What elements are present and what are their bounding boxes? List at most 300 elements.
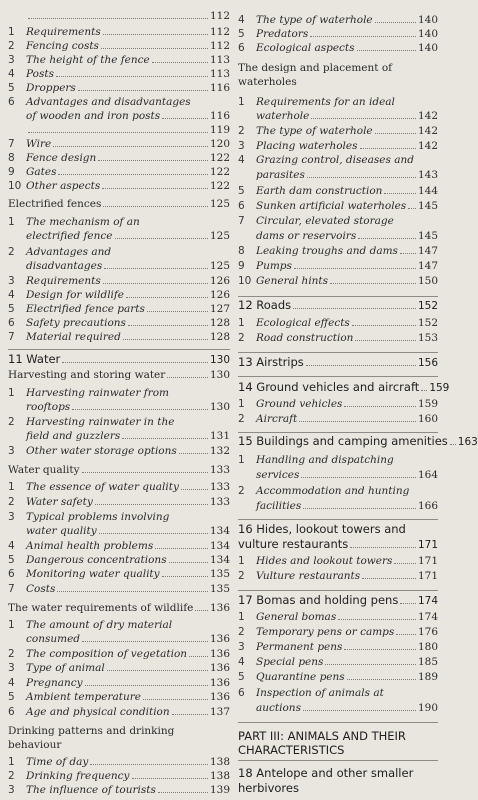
section-divider: [238, 760, 438, 761]
toc-entry: [8, 317, 230, 329]
dot-leader: [122, 438, 208, 439]
dot-leader: [311, 118, 416, 119]
toc-entry: [8, 401, 230, 413]
dot-leader: [338, 619, 416, 620]
toc-entry: [8, 568, 230, 580]
page-number: 136: [209, 691, 230, 703]
toc-entry: [8, 10, 230, 22]
entry-title: Typical problems involving: [26, 511, 170, 523]
page-number: 134: [209, 554, 230, 566]
entry-number: 5: [8, 82, 15, 94]
entry-title: Advantages and: [26, 246, 112, 258]
entry-title: The essence of water quality: [26, 481, 179, 493]
entry-number: 2: [238, 332, 245, 344]
toc-entry-line: [8, 387, 230, 399]
entry-title: disadvantages: [26, 260, 103, 272]
page-number: 133: [209, 464, 230, 476]
page-number: 116: [209, 110, 230, 122]
entry-number: 10: [8, 180, 22, 192]
dot-leader: [347, 679, 416, 680]
chapter-heading: [238, 298, 438, 312]
dot-leader: [169, 562, 208, 563]
dot-leader: [394, 563, 416, 564]
section-heading: [8, 602, 230, 614]
entry-title: Ground vehicles: [256, 398, 343, 410]
page-number: 125: [209, 230, 230, 242]
dot-leader: [358, 238, 416, 239]
entry-number: 2: [8, 496, 15, 508]
entry-number: 4: [238, 656, 245, 668]
entry-title: General bomas: [256, 611, 337, 623]
page-number: 130: [209, 401, 230, 413]
entry-title: Requirements: [26, 26, 101, 38]
entry-title: Predators: [256, 28, 309, 40]
entry-number: 1: [8, 26, 15, 38]
section-divider: [238, 296, 438, 297]
dot-leader: [344, 649, 416, 650]
page-number: 126: [209, 275, 230, 287]
entry-number: 1: [238, 398, 245, 410]
toc-entry: [238, 413, 438, 425]
dot-leader: [355, 340, 416, 341]
toc-entry: [238, 570, 438, 582]
entry-title: Ecological effects: [256, 317, 350, 329]
dot-leader: [294, 268, 416, 269]
toc-entry: [8, 230, 230, 242]
chapter-heading: [238, 593, 438, 607]
toc-entry: [238, 702, 438, 714]
toc-entry: [8, 525, 230, 537]
toc-entry: [8, 124, 230, 136]
toc-entry: [8, 40, 230, 52]
chapter-title: 14 Ground vehicles and aircraft: [238, 380, 420, 394]
chapter-heading: [238, 537, 438, 551]
entry-number: 10: [238, 275, 252, 287]
entry-number: 5: [8, 554, 15, 566]
section-divider: [238, 722, 438, 723]
entry-title: General hints: [256, 275, 329, 287]
dot-leader: [95, 504, 208, 505]
dot-leader: [72, 409, 208, 410]
toc-entry: [238, 169, 438, 181]
toc-entry: [238, 200, 438, 212]
section-heading: [238, 62, 438, 74]
toc-entry: [238, 125, 438, 137]
page-number: 136: [209, 602, 230, 614]
entry-title: Monitoring water quality: [26, 568, 160, 580]
page-number: 189: [417, 671, 438, 683]
dot-leader: [181, 489, 208, 490]
toc-entry: [238, 469, 438, 481]
entry-title: Handling and dispatching: [256, 454, 394, 466]
dot-leader: [195, 610, 208, 611]
entry-number: 6: [8, 317, 15, 329]
section-heading: [8, 725, 230, 737]
chapter-title: vulture restaurants: [238, 537, 349, 551]
dot-leader: [310, 36, 416, 37]
section-title: Drinking patterns and drinking: [8, 725, 175, 737]
page-number: 112: [209, 40, 230, 52]
section-title: Electrified fences: [8, 198, 102, 210]
page-number: 116: [209, 82, 230, 94]
toc-entry: [8, 260, 230, 272]
dot-leader: [384, 193, 416, 194]
entry-number: 3: [8, 784, 15, 796]
dot-leader: [85, 685, 208, 686]
entry-title: Harvesting rainwater in the: [26, 416, 175, 428]
toc-entry: [8, 331, 230, 343]
entry-title: Ecological aspects: [256, 42, 355, 54]
entry-number: 2: [238, 626, 245, 638]
entry-title: Inspection of animals at: [256, 687, 384, 699]
toc-entry: [8, 633, 230, 645]
entry-number: 1: [238, 96, 245, 108]
entry-number: 2: [238, 125, 245, 137]
entry-number: 6: [238, 200, 245, 212]
entry-title: Placing waterholes: [256, 140, 358, 152]
chapter-heading: [238, 434, 478, 448]
entry-title: auctions: [256, 702, 301, 714]
entry-title: Aircraft: [256, 413, 298, 425]
toc-entry: [8, 152, 230, 164]
toc-entry: [238, 611, 438, 623]
entry-title: field and guzzlers: [26, 430, 121, 442]
toc-entry: [8, 583, 230, 595]
entry-number: 2: [8, 648, 15, 660]
toc-entry: [8, 289, 230, 301]
entry-number: 3: [8, 511, 15, 523]
toc-entry: [8, 496, 230, 508]
dot-leader: [103, 283, 208, 284]
entry-number: 1: [238, 611, 245, 623]
dot-leader: [98, 160, 208, 161]
chapter-title: 18 Antelope and other smaller: [238, 766, 414, 780]
entry-number: 4: [8, 677, 15, 689]
toc-entry: [8, 677, 230, 689]
page-number: 140: [417, 14, 438, 26]
entry-number: 3: [238, 641, 245, 653]
entry-title: Droppers: [26, 82, 76, 94]
entry-title: The type of waterhole: [256, 14, 373, 26]
dot-leader: [400, 253, 416, 254]
dot-leader: [408, 208, 416, 209]
dot-leader: [162, 118, 208, 119]
page-number: 130: [209, 354, 230, 366]
toc-entry-line: [238, 485, 438, 497]
section-heading: [8, 198, 230, 210]
entry-number: 2: [8, 246, 15, 258]
page-number: 122: [209, 166, 230, 178]
entry-title: Circular, elevated storage: [256, 215, 394, 227]
dot-leader: [99, 533, 208, 534]
dot-leader: [57, 591, 208, 592]
section-heading: [8, 464, 230, 476]
entry-number: 3: [8, 662, 15, 674]
entry-number: 2: [238, 413, 245, 425]
page-number: 166: [417, 500, 438, 512]
dot-leader: [78, 90, 208, 91]
entry-number: 1: [8, 481, 15, 493]
page-number: 142: [417, 110, 438, 122]
page-number: 176: [417, 626, 438, 638]
toc-entry: [238, 110, 438, 122]
entry-title: Type of animal: [26, 662, 105, 674]
page-number: 136: [209, 633, 230, 645]
section-divider: [8, 349, 230, 350]
page-number: 137: [209, 706, 230, 718]
toc-entry: [8, 180, 230, 192]
page-number: 126: [209, 289, 230, 301]
page-number: 136: [209, 677, 230, 689]
dot-leader: [82, 472, 208, 473]
entry-title: water quality: [26, 525, 97, 537]
toc-entry-line: [8, 511, 230, 523]
dot-leader: [155, 548, 208, 549]
page-number: 128: [209, 331, 230, 343]
page-number: 171: [417, 555, 438, 567]
entry-title: Dangerous concentrations: [26, 554, 167, 566]
entry-title: The type of waterhole: [256, 125, 373, 137]
dot-leader: [362, 578, 416, 579]
page-number: 133: [209, 496, 230, 508]
entry-title: Advantages and disadvantages: [26, 96, 191, 108]
toc-entry: [8, 756, 230, 768]
entry-number: 1: [238, 555, 245, 567]
toc-entry: [238, 14, 438, 26]
toc-entry: [8, 706, 230, 718]
entry-title: Pumps: [256, 260, 292, 272]
dot-leader: [301, 477, 416, 478]
section-title: The water requirements of wildlife: [8, 602, 194, 614]
dot-leader: [126, 297, 208, 298]
toc-entry: [8, 82, 230, 94]
dot-leader: [115, 238, 208, 239]
entry-title: Fence design: [26, 152, 97, 164]
dot-leader: [104, 268, 208, 269]
dot-leader: [28, 132, 208, 133]
page-number: 156: [417, 357, 438, 369]
page-number: 125: [209, 198, 230, 210]
section-heading: [8, 739, 230, 751]
dot-leader: [101, 48, 208, 49]
entry-title: Wire: [26, 138, 52, 150]
page-number: 152: [417, 300, 438, 312]
dot-leader: [102, 188, 208, 189]
dot-leader: [375, 133, 416, 134]
entry-number: 7: [8, 583, 15, 595]
entry-title: consumed: [26, 633, 81, 645]
toc-entry: [8, 662, 230, 674]
entry-title: rooftops: [26, 401, 71, 413]
page-number: 145: [417, 230, 438, 242]
page-number: 142: [417, 140, 438, 152]
chapter-heading: [238, 522, 438, 536]
chapter-title: 17 Bomas and holding pens: [238, 593, 399, 607]
dot-leader: [360, 148, 416, 149]
entry-title: Special pens: [256, 656, 324, 668]
dot-leader: [421, 390, 427, 391]
page-number: 145: [417, 200, 438, 212]
entry-title: Posts: [26, 68, 54, 80]
dot-leader: [189, 656, 208, 657]
entry-title: Material required: [26, 331, 121, 343]
dot-leader: [172, 714, 208, 715]
page-number: 138: [209, 770, 230, 782]
page-number: 140: [417, 42, 438, 54]
entry-number: 6: [238, 687, 245, 699]
toc-entry: [8, 481, 230, 493]
entry-number: 5: [8, 691, 15, 703]
page-number: 136: [209, 648, 230, 660]
dot-leader: [352, 325, 416, 326]
chapter-heading: [238, 355, 438, 369]
entry-title: Road construction: [256, 332, 354, 344]
page-number: 171: [417, 570, 438, 582]
page-number: 142: [417, 125, 438, 137]
entry-title: Drinking frequency: [26, 770, 130, 782]
toc-entry: [238, 626, 438, 638]
toc-entry: [238, 140, 438, 152]
page-number: 113: [209, 54, 230, 66]
entry-number: 8: [238, 245, 245, 257]
toc-entry: [238, 555, 438, 567]
dot-leader: [90, 764, 208, 765]
toc-entry-line: [8, 246, 230, 258]
entry-title: Earth dam construction: [256, 185, 383, 197]
dot-leader: [167, 377, 208, 378]
entry-title: Sunken artificial waterholes: [256, 200, 407, 212]
dot-leader: [103, 34, 208, 35]
page-number: 185: [417, 656, 438, 668]
entry-title: services: [256, 469, 300, 481]
toc-entry: [238, 317, 438, 329]
entry-number: 2: [8, 40, 15, 52]
section-title: waterholes: [238, 76, 297, 88]
toc-entry-line: [238, 454, 438, 466]
entry-title: Permanent pens: [256, 641, 343, 653]
entry-title: Age and physical condition: [26, 706, 170, 718]
entry-number: 2: [8, 770, 15, 782]
page-number: 159: [429, 382, 450, 394]
page-number: 119: [209, 124, 230, 136]
page-number: 122: [209, 152, 230, 164]
page-number: 127: [209, 303, 230, 315]
section-heading: [238, 76, 438, 88]
entry-title: Vulture restaurants: [256, 570, 361, 582]
entry-title: Electrified fence parts: [26, 303, 145, 315]
page-number: 138: [209, 756, 230, 768]
entry-number: 6: [8, 568, 15, 580]
toc-entry: [238, 641, 438, 653]
page-number: 164: [417, 469, 438, 481]
toc-entry: [238, 185, 438, 197]
toc-entry: [238, 42, 438, 54]
dot-leader: [330, 283, 416, 284]
entry-number: 5: [238, 671, 245, 683]
entry-title: Ambient temperature: [26, 691, 141, 703]
toc-entry-line: [238, 215, 438, 227]
toc-entry: [238, 230, 438, 242]
page-number: 132: [209, 445, 230, 457]
dot-leader: [179, 453, 208, 454]
entry-number: 7: [8, 138, 15, 150]
dot-leader: [400, 603, 416, 604]
toc-entry: [8, 648, 230, 660]
page-number: 171: [417, 539, 438, 551]
page-number: 190: [417, 702, 438, 714]
entry-title: Other water storage options: [26, 445, 177, 457]
dot-leader: [357, 50, 416, 51]
page-number: 160: [417, 413, 438, 425]
toc-entry-line: [238, 687, 438, 699]
entry-title: Design for wildlife: [26, 289, 125, 301]
entry-title: Fencing costs: [26, 40, 99, 52]
dot-leader: [58, 174, 207, 175]
entry-number: 7: [8, 331, 15, 343]
page-number: 134: [209, 525, 230, 537]
entry-number: 1: [8, 216, 15, 228]
chapter-heading: [238, 781, 438, 795]
entry-title: Gates: [26, 166, 57, 178]
toc-entry: [238, 245, 438, 257]
toc-entry-line: [8, 96, 230, 108]
entry-number: 5: [238, 28, 245, 40]
entry-title: Requirements: [26, 275, 101, 287]
dot-leader: [396, 634, 416, 635]
section-divider: [238, 352, 438, 353]
entry-title: dams or reservoirs: [256, 230, 357, 242]
toc-entry: [8, 110, 230, 122]
entry-title: The mechanism of an: [26, 216, 140, 228]
entry-number: 4: [8, 289, 15, 301]
chapter-heading: [238, 380, 450, 394]
entry-title: Accommodation and hunting: [256, 485, 410, 497]
toc-entry: [238, 398, 438, 410]
dot-leader: [123, 339, 208, 340]
toc-entry: [238, 671, 438, 683]
entry-number: 4: [8, 540, 15, 552]
entry-title: Animal health problems: [26, 540, 154, 552]
entry-title: parasites: [256, 169, 305, 181]
page-number: 128: [209, 317, 230, 329]
entry-number: 1: [8, 387, 15, 399]
entry-number: 1: [238, 317, 245, 329]
section-divider: [238, 519, 438, 520]
entry-number: 7: [238, 215, 245, 227]
page-number: 122: [209, 180, 230, 192]
entry-title: The height of the fence: [26, 54, 150, 66]
page-number: 134: [209, 540, 230, 552]
page-number: 147: [417, 245, 438, 257]
toc-entry: [8, 554, 230, 566]
toc-entry: [8, 770, 230, 782]
page-number: 112: [209, 26, 230, 38]
dot-leader: [375, 22, 416, 23]
page-number: 131: [209, 430, 230, 442]
dot-leader: [152, 62, 208, 63]
entry-title: The amount of dry material: [26, 619, 173, 631]
dot-leader: [450, 444, 456, 445]
entry-title: electrified fence: [26, 230, 113, 242]
page-number: 163: [457, 436, 478, 448]
entry-title: waterhole: [256, 110, 310, 122]
page-number: 136: [209, 662, 230, 674]
page-number: 174: [417, 611, 438, 623]
section-title: The design and placement of: [238, 62, 393, 74]
dot-leader: [62, 362, 208, 363]
toc-entry: [238, 332, 438, 344]
dot-leader: [306, 365, 416, 366]
